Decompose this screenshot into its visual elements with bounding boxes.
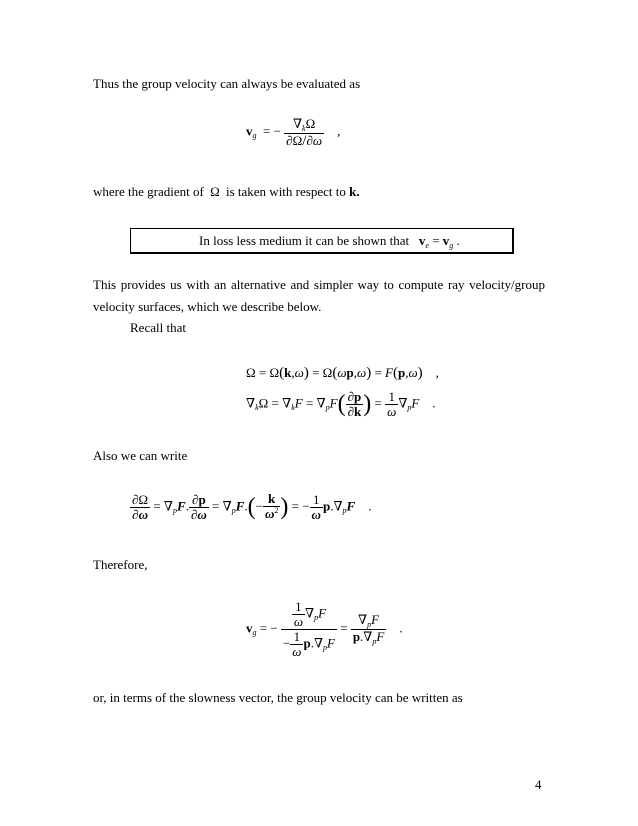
gradient-paragraph [93, 184, 360, 200]
alternative-line-1: This provides us with an alternative and simpler way to compute ray velocity/group [93, 277, 545, 292]
intro-paragraph: Thus the group velocity can always be evaluated as [93, 76, 361, 91]
gradient-bold: k. [349, 184, 360, 199]
therefore-paragraph: Therefore, [93, 557, 148, 572]
alternative-paragraph [93, 274, 545, 318]
box-text: In loss less medium it can be shown that [199, 233, 410, 248]
equation-derivative: $\frac{\partial\Omega}{\partial\omega}$ = $\nabla_pF$. $\frac{\partial p}{\partial\omega}$ = $\nabla_pF.(-$ $\frac{k}{\omega^2}$ ) = − $\frac{1}{\omega}$ $p.\nabla_pF$ . [132, 491, 372, 522]
also-paragraph: Also we can write [93, 448, 188, 463]
equation-group-velocity-p: $v_g$ = − $\frac{1}{\omega}$ $\nabla_pF$ − $\frac{1}{\omega}$ $p.\nabla_pF$ = $\frac{\nabla_pF}{p.\nabla_pF}$ . [246, 599, 403, 659]
equation-group-velocity: $v_g$ = − $\frac{\nabla_k\Omega}{\partial\Omega/\partial\omega}$ , [246, 116, 341, 149]
highlight-box [130, 228, 514, 254]
equation-omega: Ω = Ω(k,ω) = Ω(ωp,ω) = F(p,ω) , [246, 365, 439, 381]
equation-gradient: $\nabla_k\Omega = \nabla_kF = \nabla_pF$( $\frac{\partial p}{\partial k}$ ) = $\frac{1}{\omega}$ $\nabla_pF$ . [246, 389, 436, 419]
page-number: 4 [535, 777, 542, 792]
recall-paragraph: Recall that [130, 320, 186, 335]
slowness-paragraph: or, in terms of the slowness vector, the group velocity can be written as [93, 690, 463, 705]
gradient-mid: is taken with respect to [225, 184, 346, 199]
box-statement: In loss less medium it can be shown that $v_e = v_g$ . [199, 233, 460, 250]
gradient-prefix: where the gradient of [93, 184, 204, 199]
alternative-line-2: velocity surfaces, which we describe below. [93, 299, 322, 314]
gradient-symbol: Ω [210, 184, 220, 199]
